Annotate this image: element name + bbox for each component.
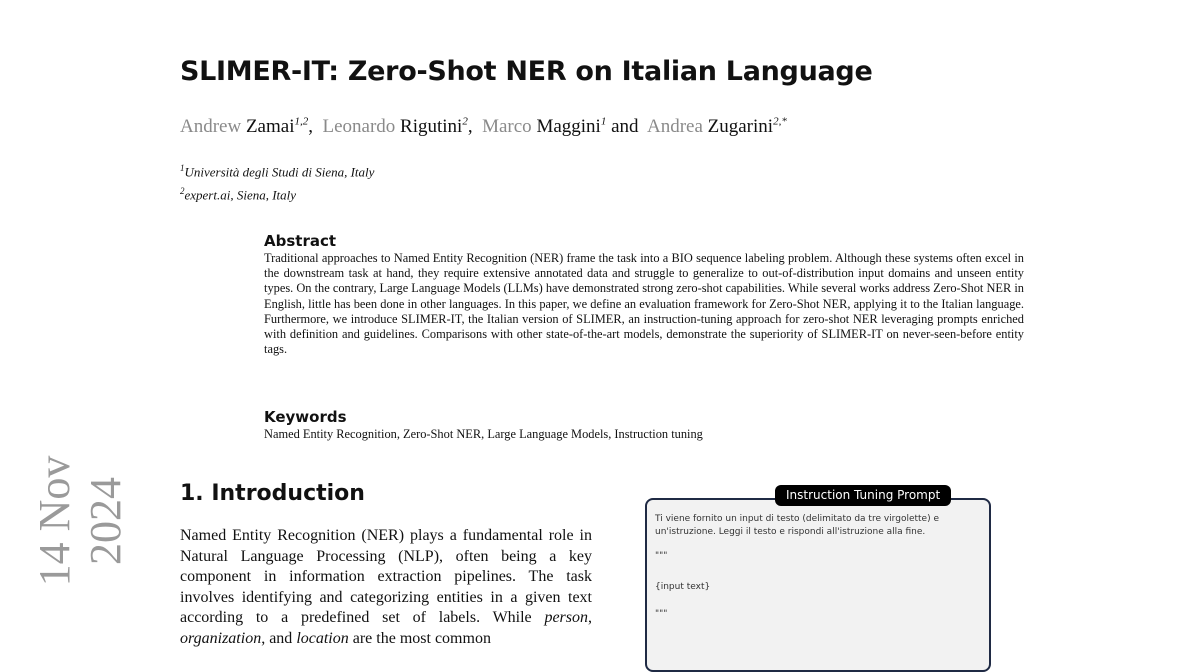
prompt-quotes-open: """ (655, 551, 668, 561)
keywords-section (264, 408, 1024, 442)
keywords-text: Named Entity Recognition, Zero-Shot NER, Large Language Models, Instruction tuning (264, 427, 703, 441)
prompt-box-label: Instruction Tuning Prompt (775, 485, 951, 506)
author: Andrew Zamai$^{1,2}$, (180, 116, 313, 138)
abstract-section (264, 232, 1024, 357)
prompt-input-placeholder: {input text} (655, 581, 711, 592)
author: Marco Maggini$^1$ and (482, 116, 639, 138)
author-list (180, 116, 787, 138)
abstract-text: Traditional approaches to Named Entity Recognition (NER) frame the task into a BIO sequence labeling problem. Although these systems often excel in the downstream task at hand, they require extensive annotated data and struggle to generalize to out-of-distribution input domains and unseen entity types. On the contrary, Large Language Models (LLMs) have demonstrated strong zero-shot capabilities. While several works address Zero-Shot NER in English, little has been done in other languages. In this paper, we define an evaluation framework for Zero-Shot NER, applying it to the Italian language. Furthermore, we introduce SLIMER-IT, the Italian version of SLIMER, an instruction-tuning approach for zero-shot NER leveraging prompts enriched with definition and guidelines. Comparisons with other state-of-the-art models, demonstrate the superiority of SLIMER-IT on never-seen-before entity tags. (264, 251, 1024, 357)
paper-title: SLIMER-IT: Zero-Shot NER on Italian Language (180, 56, 873, 87)
affiliation: $^1$Università degli Studi di Siena, Italy (180, 163, 375, 180)
affiliation: $^2$expert.ai, Siena, Italy (180, 186, 297, 203)
prompt-quotes-close: """ (655, 609, 668, 619)
author: Andrea Zugarini$^{2,*}$ (646, 116, 787, 138)
prompt-box-content (655, 513, 980, 621)
prompt-instruction: Ti viene fornito un input di testo (delimitato da tre virgolette) e un'istruzione. Leggi il testo e rispondi all'istruzione alla fine. (655, 514, 939, 537)
introduction-paragraph: Named Entity Recognition (NER) plays a fundamental role in Natural Language Processing (NLP), often being a key component in information extraction pipelines. The task involves identifying and categorizing entities in a given text according to a predefined set of labels. While person, organization, and location are the most common (180, 527, 593, 647)
author: Leonardo Rigutini$^2$, (322, 116, 473, 138)
section-heading-introduction: 1. Introduction (180, 481, 365, 506)
keywords-heading: Keywords (264, 408, 347, 426)
arxiv-date-stamp: 14 Nov 2024 (30, 455, 130, 587)
abstract-heading: Abstract (264, 232, 337, 250)
